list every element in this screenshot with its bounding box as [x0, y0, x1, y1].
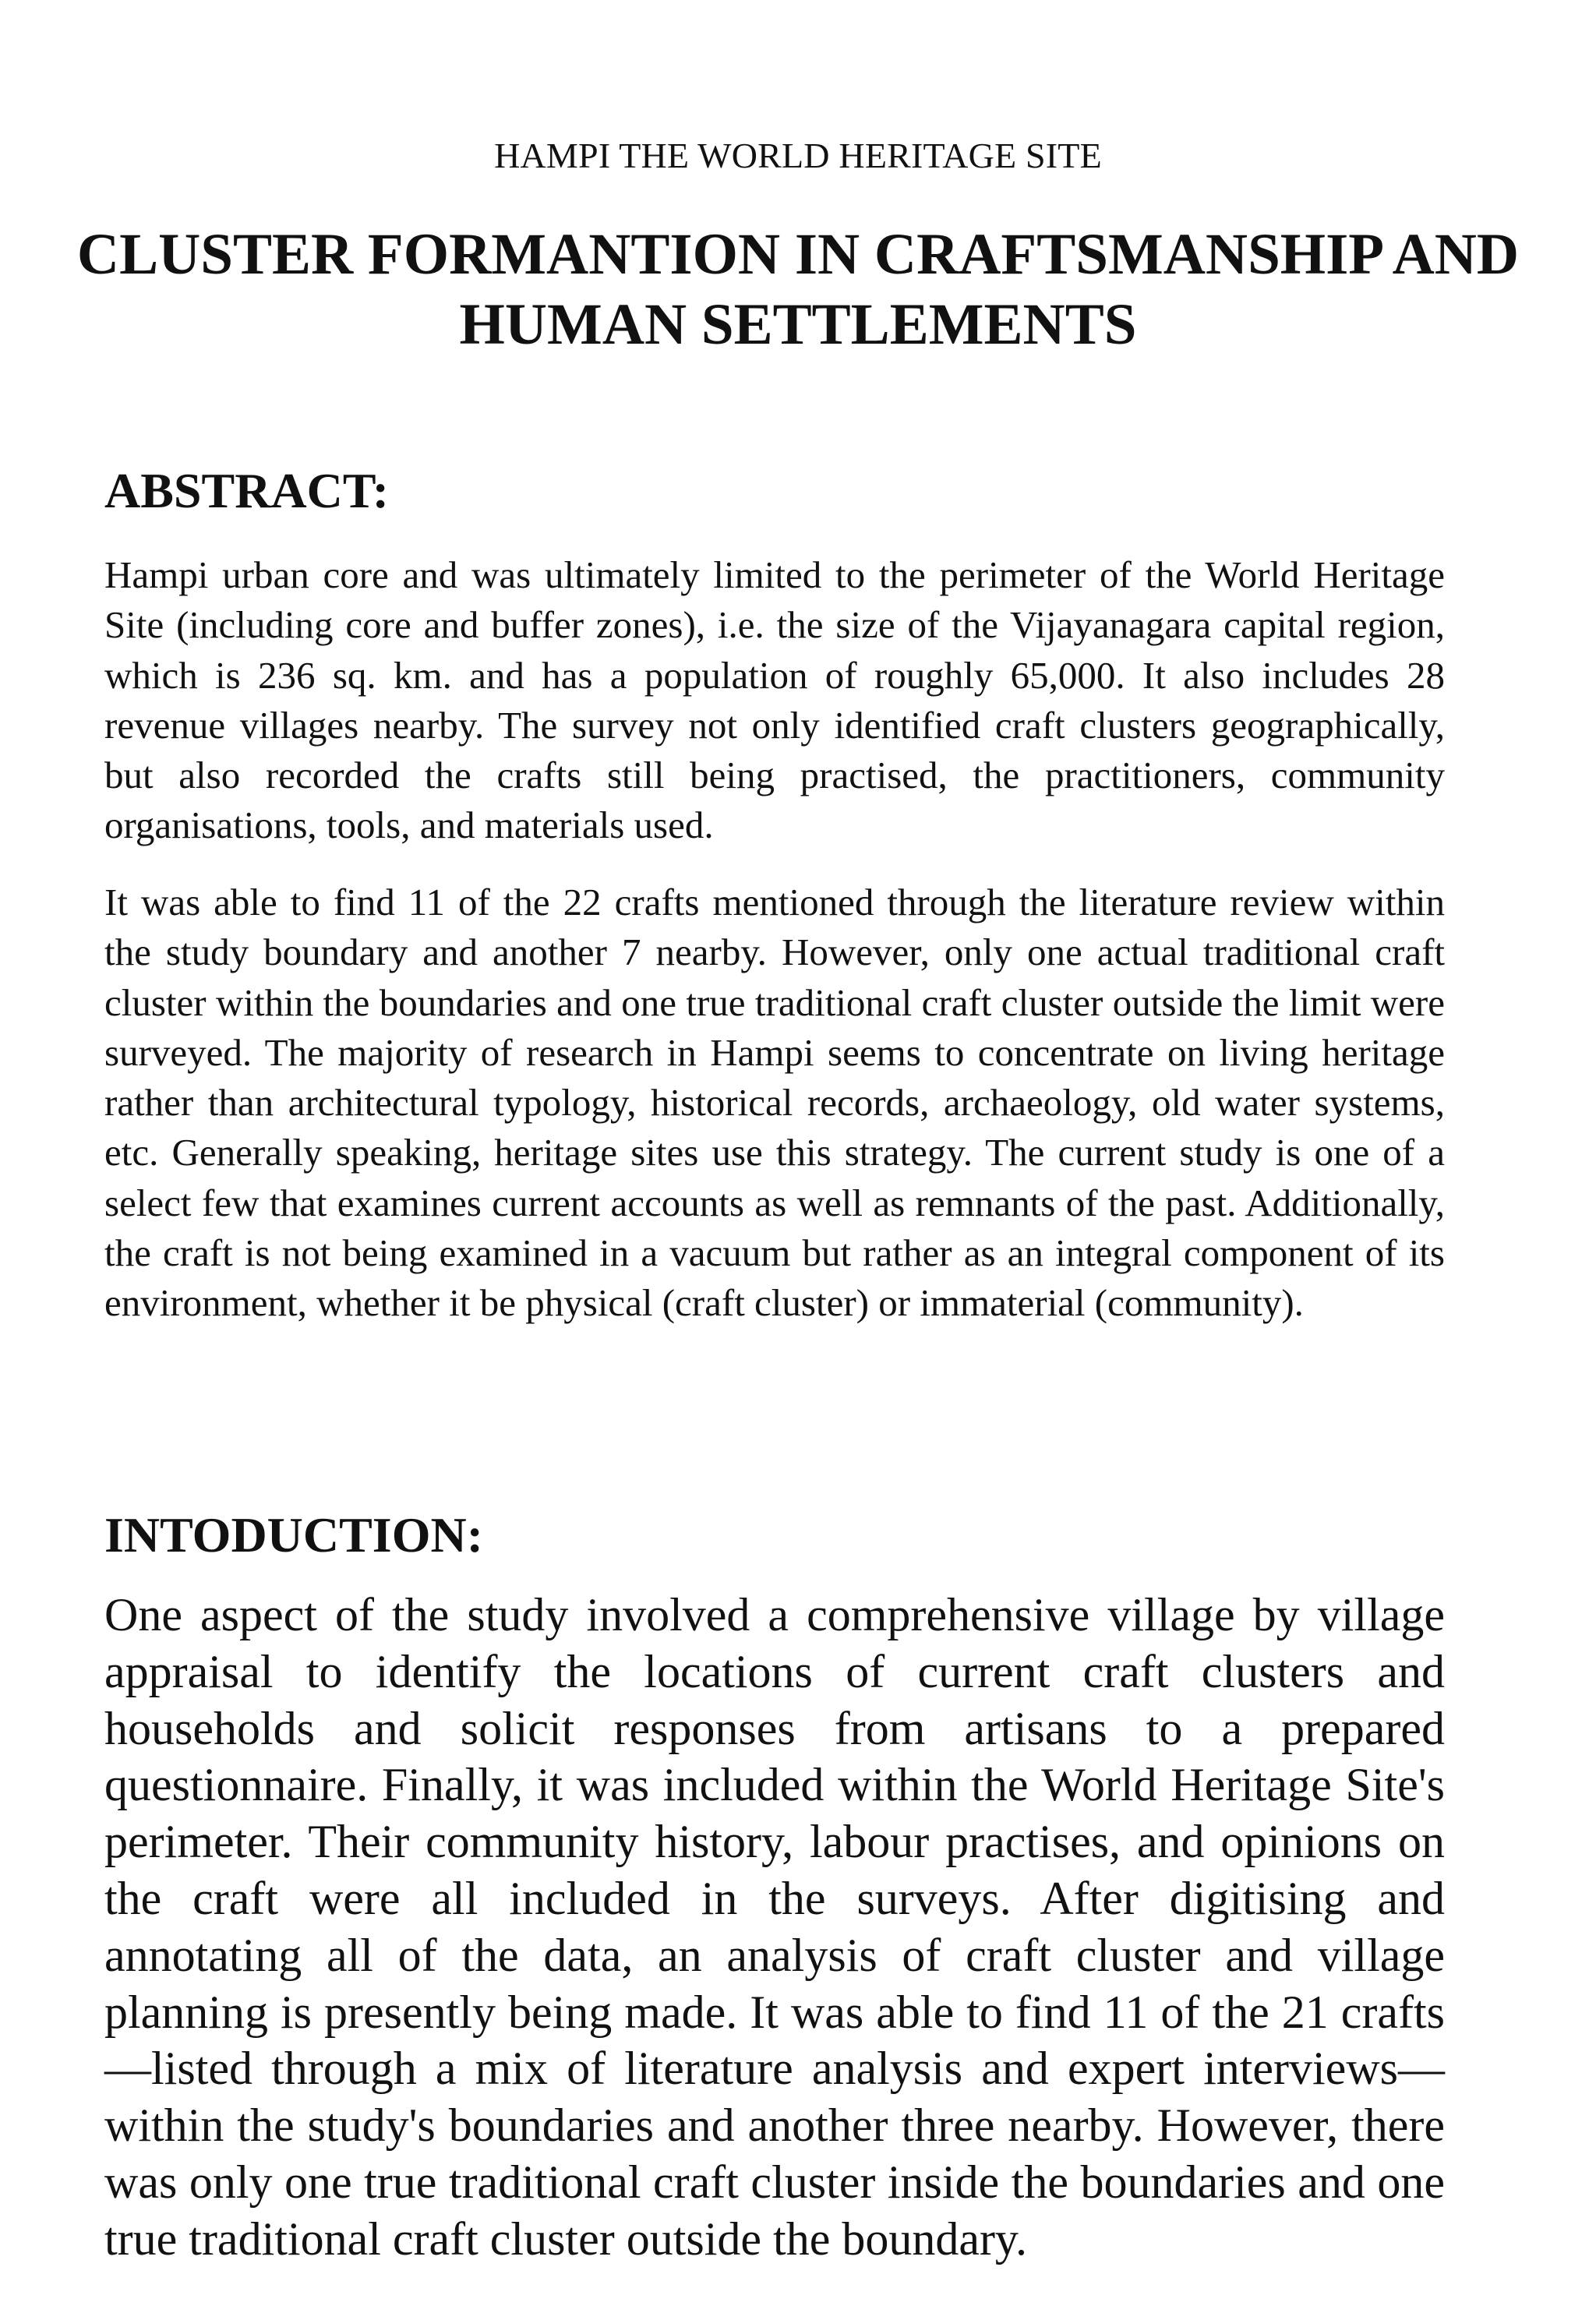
- abstract-paragraph-1: Hampi urban core and was ultimately limited to the perimeter of the World Heritage Site (including core and buffer zones), i.e. the size of the Vijayanagara capital region, which is 236 sq. km. and has a population of roughly 65,000. It also includes 28 revenue villages nearby. The survey not only identified craft clusters geographically, but also recorded the crafts still being practised, the practitioners, community organisations, tools, and materials used.: [104, 553, 1445, 847]
- abstract-heading: ABSTRACT:: [104, 463, 390, 518]
- introduction-heading: INTODUCTION:: [104, 1507, 483, 1563]
- title-line-2: HUMAN SETTLEMENTS: [459, 292, 1137, 357]
- document-kicker: HAMPI THE WORLD HERITAGE SITE: [494, 136, 1102, 175]
- abstract-paragraph-2: It was able to find 11 of the 22 crafts mentioned through the literature review within the study boundary and another 7 nearby. However, only one actual traditional craft cluster within the boundaries and one true traditional craft cluster outside the limit were surveyed. The majority of research in Hampi seems to concentrate on living heritage rather than architectural typology, historical records, archaeology, old water systems, etc. Generally speaking, heritage sites use this strategy. The current study is one of a select few that examines current accounts as well as remnants of the past. Additionally, the craft is not being examined in a vacuum but rather as an integral component of its environment, whether it be physical (craft cluster) or immaterial (community).: [104, 881, 1445, 1325]
- title-line-1: CLUSTER FORMANTION IN CRAFTSMANSHIP AND: [76, 222, 1520, 287]
- introduction-paragraph: One aspect of the study involved a comprehensive village by village appraisal to identify the locations of current craft clusters and households and solicit responses from artisans to a prepared questionnaire. Finally, it was included within the World Heritage Site's perimeter. Their community history, labour practises, and opinions on the craft were all included in the surveys. After digitising and annotating all of the data, an analysis of craft cluster and village planning is presently being made. It was able to find 11 of the 21 crafts—listed through a mix of literature analysis and expert interviews—within the study's boundaries and another three nearby. However, there was only one true traditional craft cluster inside the boundaries and one true traditional craft cluster outside the boundary.: [104, 1589, 1445, 2265]
- document-title: [31, 220, 1565, 360]
